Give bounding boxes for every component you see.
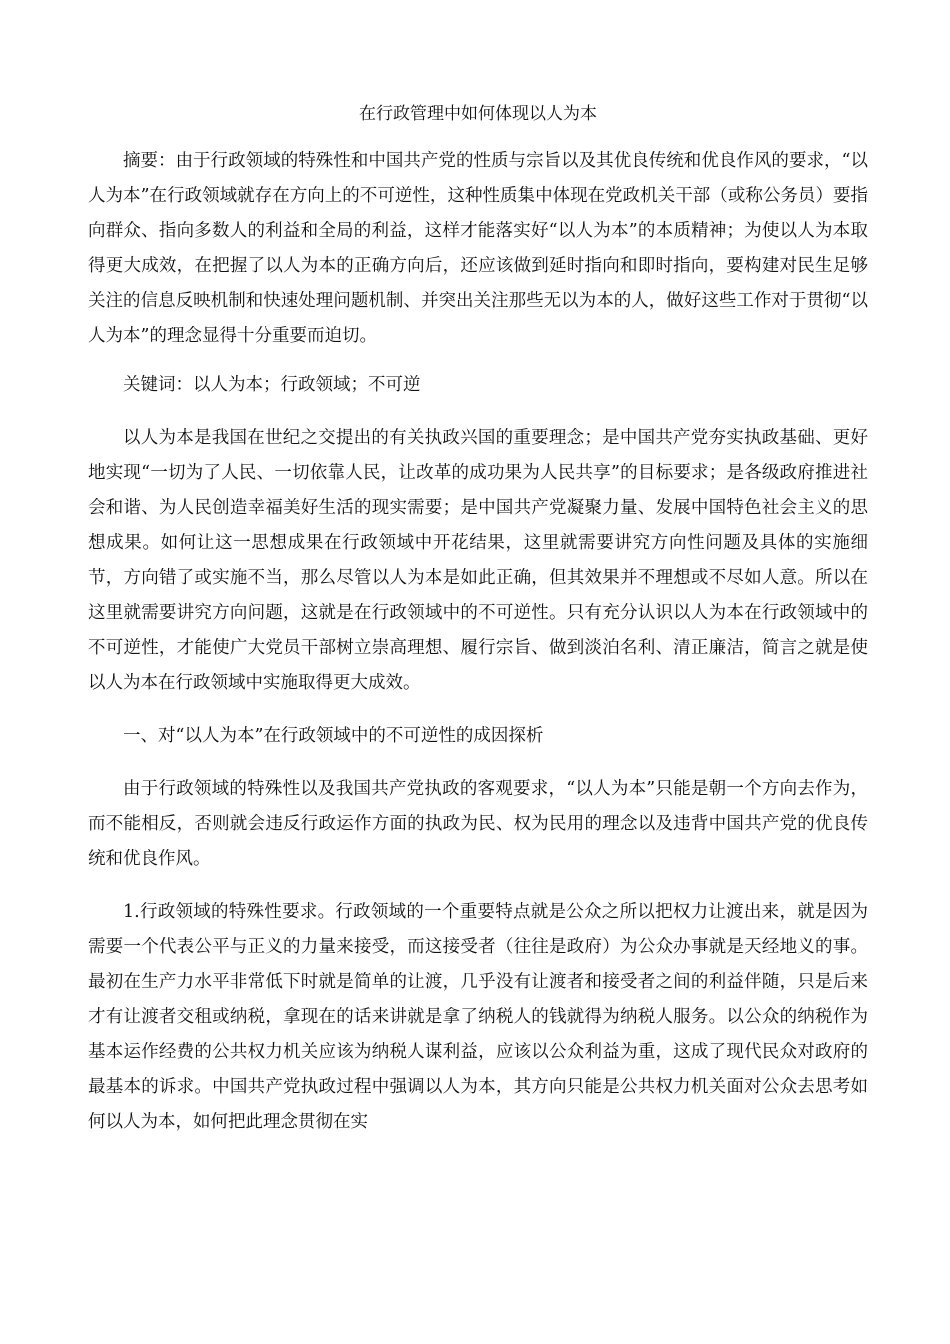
abstract-paragraph: 摘要：由于行政领域的特殊性和中国共产党的性质与宗旨以及其优良传统和优良作风的要求，“以人为本”在行政领域就存在方向上的不可逆性，这种性质集中体现在党政机关干部（或称公务员）要指向群众、指向多数人的利益和全局的利益，这样才能落实好“以人为本”的本质精神；为使以人为本取得更大成效，在把握了以人为本的正确方向后，还应该做到延时指向和即时指向，要构建对民生足够关注的信息反映机制和快速处理问题机制、并突出关注那些无以为本的人，做好这些工作对于贯彻“以人为本”的理念显得十分重要而迫切。 [88, 151, 868, 346]
intro-paragraph: 以人为本是我国在世纪之交提出的有关执政兴国的重要理念；是中国共产党夯实执政基础、更好地实现“一切为了人民、一切依靠人民，让改革的成功果为人民共享”的目标要求；是各级政府推进社会和谐、为人民创造幸福美好生活的现实需要；是中国共产党凝聚力量、发展中国特色社会主义的思想成果。如何让这一思想成果在行政领域中开花结果，这里就需要讲究方向性问题及具体的实施细节，方向错了或实施不当，那么尽管以人为本是如此正确，但其效果并不理想或不尽如人意。所以在这里就需要讲究方向问题，这就是在行政领域中的不可逆性。只有充分认识以人为本在行政领域中的不可逆性，才能使广大党员干部树立崇高理想、履行宗旨、做到淡泊名利、清正廉洁，简言之就是使以人为本在行政领域中实施取得更大成效。 [88, 428, 868, 693]
section1-paragraph: 由于行政领域的特殊性以及我国共产党执政的客观要求，“以人为本”只能是朝一个方向去作为，而不能相反，否则就会违反行政运作方面的执政为民、权为民用的理念以及违背中国共产党的优良传统和优良作风。 [88, 779, 868, 869]
section1-heading: 一、对“以人为本”在行政领域中的不可逆性的成因探析 [123, 726, 544, 746]
document-body [88, 96, 868, 1140]
keywords-line: 关键词：以人为本；行政领域；不可逆 [123, 375, 421, 395]
document-title: 在行政管理中如何体现以人为本 [359, 104, 597, 124]
point1-paragraph: 1.行政领域的特殊性要求。行政领域的一个重要特点就是公众之所以把权力让渡出来，就是因为需要一个代表公平与正义的力量来接受，而这接受者（往往是政府）为公众办事就是天经地义的事。最初在生产力水平非常低下时就是简单的让渡，几乎没有让渡者和接受者之间的利益伴随，只是后来才有让渡者交租或纳税，拿现在的话来讲就是拿了纳税人的钱就得为纳税人服务。以公众的纳税作为基本运作经费的公共权力机关应该为纳税人谋利益，应该以公众利益为重，这成了现代民众对政府的最基本的诉求。中国共产党执政过程中强调以人为本，其方向只能是公共权力机关面对公众去思考如何以人为本，如何把此理念贯彻在实 [88, 902, 868, 1132]
